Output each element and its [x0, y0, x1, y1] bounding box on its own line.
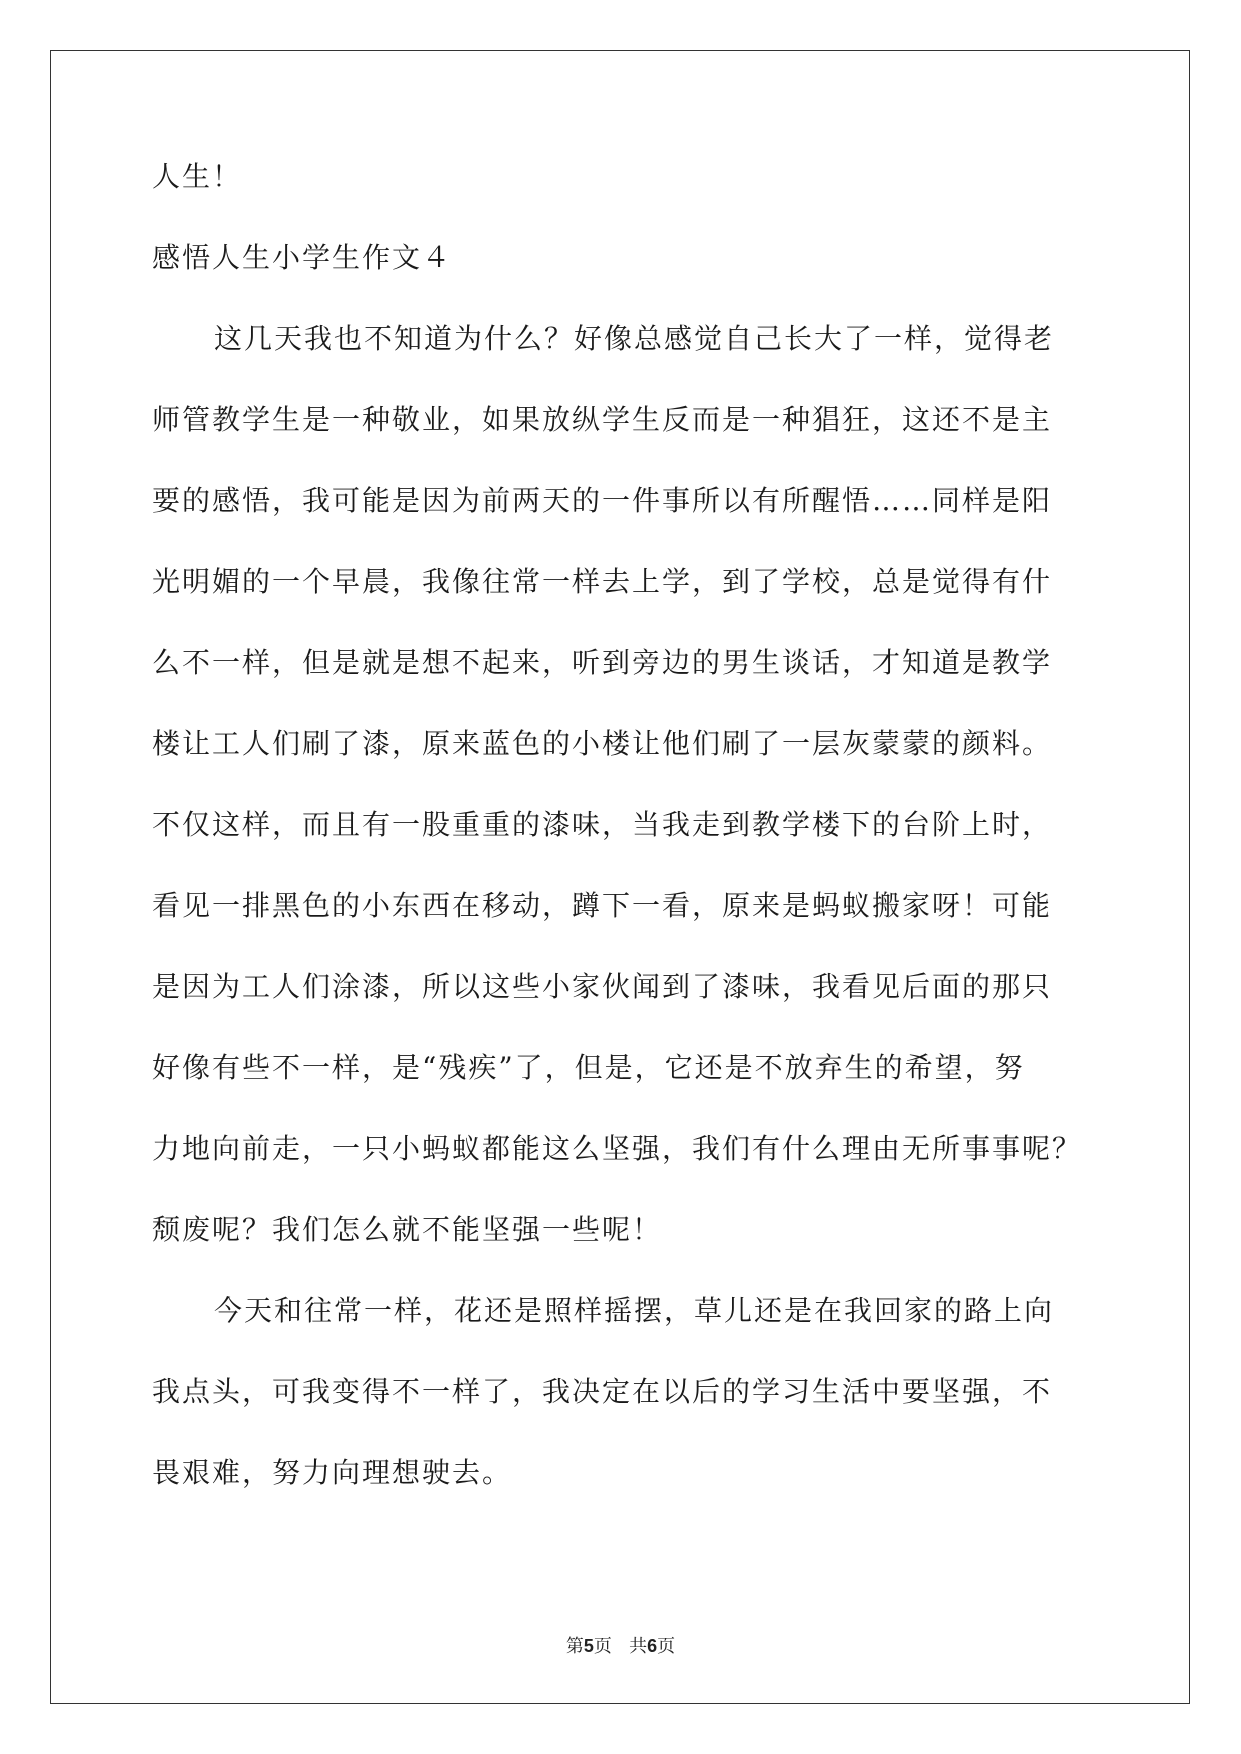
- text-line: 师管教学生是一种敬业，如果放纵学生反而是一种猖狂，这还不是主: [152, 403, 1053, 436]
- essay-title: 感悟人生小学生作文４: [152, 241, 453, 274]
- text-line: 畏艰难，努力向理想驶去。: [152, 1456, 513, 1489]
- text-line: 不仅这样，而且有一股重重的漆味，当我走到教学楼下的台阶上时，: [152, 808, 1053, 841]
- text-line: 么不一样，但是就是想不起来，听到旁边的男生谈话，才知道是教学: [152, 646, 1053, 679]
- page-footer: [0, 1632, 1241, 1658]
- footer-page-suffix: 页: [593, 1636, 612, 1657]
- footer-total-prefix: 共: [629, 1636, 648, 1657]
- footer-total-suffix: 页: [657, 1636, 676, 1657]
- total-pages: 6: [647, 1636, 658, 1656]
- document-body: [152, 162, 1092, 1513]
- text-line: 这几天我也不知道为什么？好像总感觉自己长大了一样，觉得老: [214, 322, 1055, 355]
- text-line: 好像有些不一样，是“残疾”了，但是，它还是不放弃生的希望，努: [152, 1051, 1025, 1084]
- text-line: 光明媚的一个早晨，我像往常一样去上学，到了学校，总是觉得有什: [152, 565, 1053, 598]
- footer-prefix: 第: [565, 1636, 584, 1657]
- text-line: 今天和往常一样，花还是照样摇摆，草儿还是在我回家的路上向: [214, 1294, 1055, 1327]
- text-line: 颓废呢？我们怎么就不能坚强一些呢！: [152, 1213, 663, 1246]
- page-number: 5: [583, 1636, 594, 1656]
- text-line: 是因为工人们涂漆，所以这些小家伙闻到了漆味，我看见后面的那只: [152, 970, 1053, 1003]
- text-line: 人生！: [152, 160, 243, 193]
- text-line: 力地向前走，一只小蚂蚁都能这么坚强，我们有什么理由无所事事呢？: [152, 1132, 1083, 1165]
- text-line: 看见一排黑色的小东西在移动，蹲下一看，原来是蚂蚁搬家呀！可能: [152, 889, 1053, 922]
- text-line: 楼让工人们刷了漆，原来蓝色的小楼让他们刷了一层灰蒙蒙的颜料。: [152, 727, 1053, 760]
- text-line: 要的感悟，我可能是因为前两天的一件事所以有所醒悟……同样是阳: [152, 484, 1053, 517]
- text-line: 我点头，可我变得不一样了，我决定在以后的学习生活中要坚强，不: [152, 1375, 1053, 1408]
